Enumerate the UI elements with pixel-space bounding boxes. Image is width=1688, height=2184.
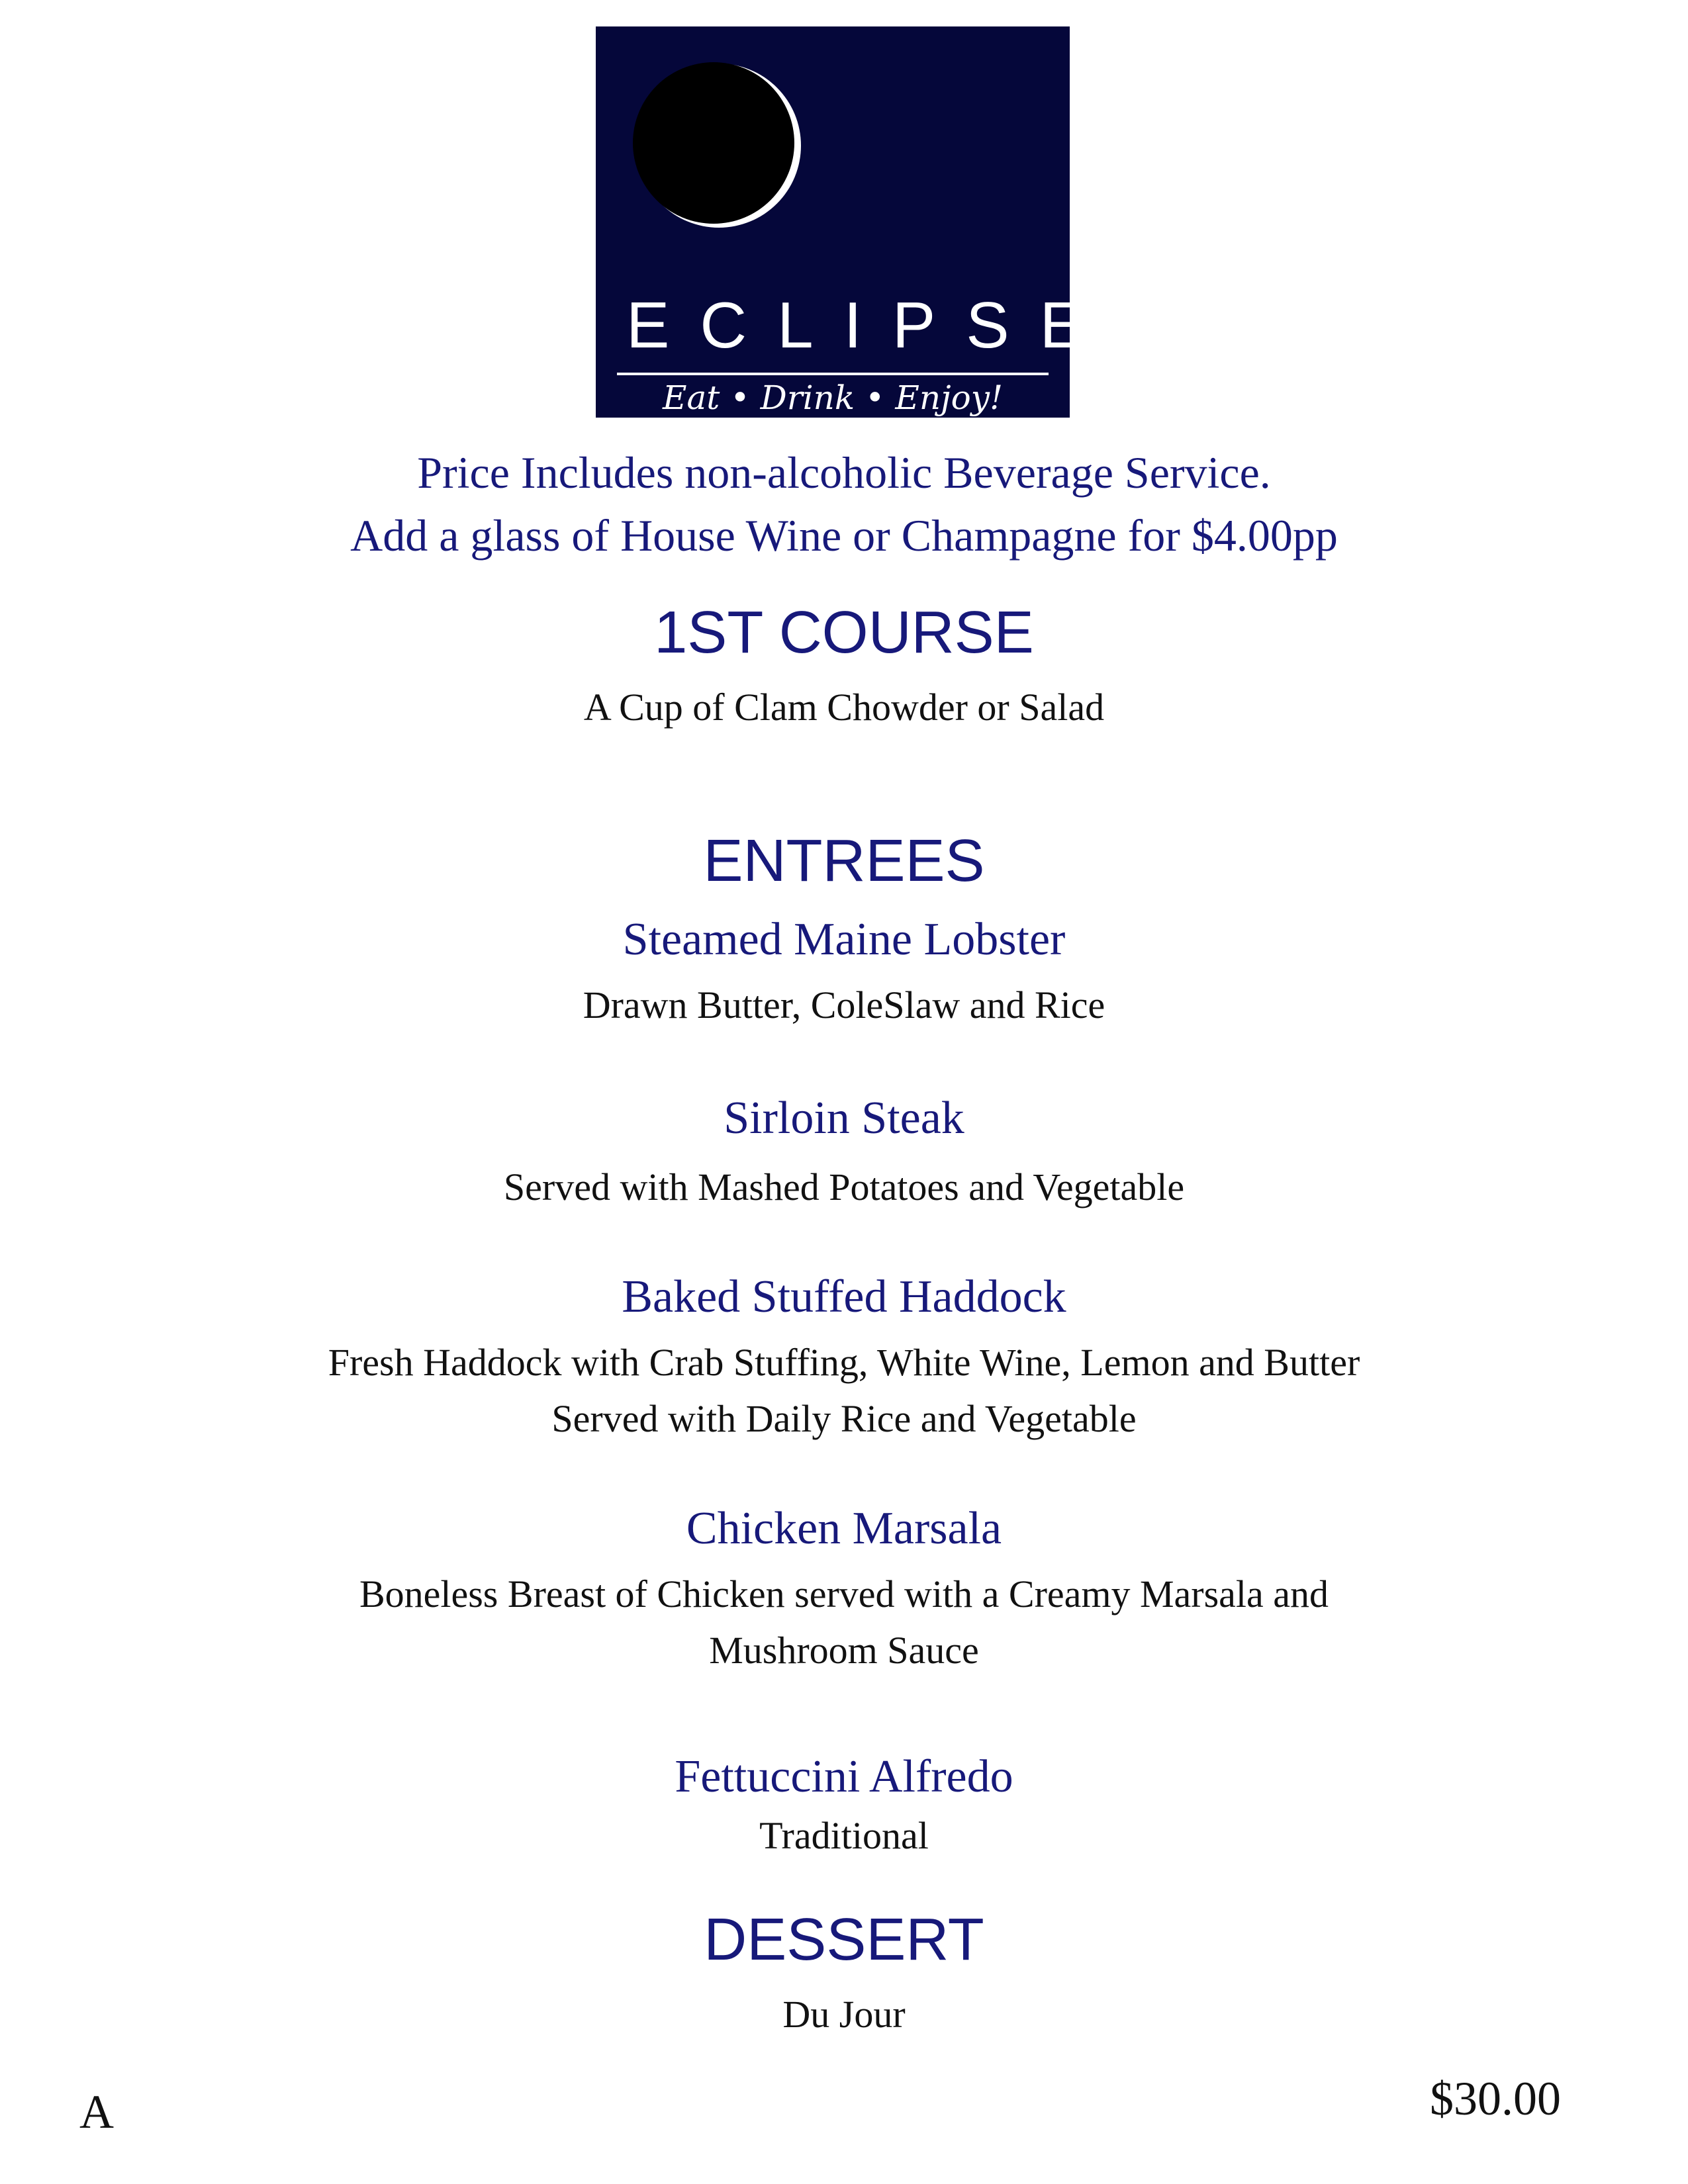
first-course-heading: 1ST COURSE — [654, 600, 1034, 666]
first-course-text: A Cup of Clam Chowder or Salad — [583, 686, 1105, 729]
logo-divider — [617, 373, 1049, 375]
entree-fettuccini-desc: Traditional — [759, 1814, 929, 1857]
dessert-text: Du Jour — [782, 1993, 906, 2036]
restaurant-logo — [596, 26, 1113, 418]
entree-steak-name: Sirloin Steak — [724, 1093, 964, 1144]
entree-haddock-desc-line1: Fresh Haddock with Crab Stuffing, White Wine, Lemon and Butter — [328, 1341, 1360, 1384]
logo-tagline: Eat • Drink • Enjoy! — [662, 379, 1004, 417]
entrees-heading: ENTREES — [703, 828, 985, 894]
dessert-heading: DESSERT — [704, 1907, 984, 1973]
eclipse-moon-icon — [630, 61, 802, 233]
entree-steak-desc: Served with Mashed Potatoes and Vegetable — [503, 1165, 1185, 1208]
entree-haddock-name: Baked Stuffed Haddock — [622, 1271, 1066, 1322]
entree-lobster-desc: Drawn Butter, ColeSlaw and Rice — [583, 983, 1105, 1026]
beverage-notice-line1: Price Includes non-alcoholic Beverage Service. — [417, 447, 1271, 498]
entree-chicken-name: Chicken Marsala — [686, 1503, 1002, 1554]
entree-chicken-desc-line1: Boneless Breast of Chicken served with a Creamy Marsala and — [359, 1572, 1329, 1615]
entree-haddock-desc-line2: Served with Daily Rice and Vegetable — [551, 1397, 1137, 1440]
logo-brand-name: ECLIPSE — [626, 289, 1113, 361]
menu-price: $30.00 — [1430, 2072, 1561, 2125]
entree-fettuccini-name: Fettuccini Alfredo — [675, 1751, 1013, 1802]
beverage-notice-line2: Add a glass of House Wine or Champagne for $4.00pp — [350, 510, 1338, 561]
entree-chicken-desc-line2: Mushroom Sauce — [709, 1629, 979, 1672]
entree-lobster-name: Steamed Maine Lobster — [622, 914, 1066, 965]
menu-code: A — [79, 2085, 114, 2138]
